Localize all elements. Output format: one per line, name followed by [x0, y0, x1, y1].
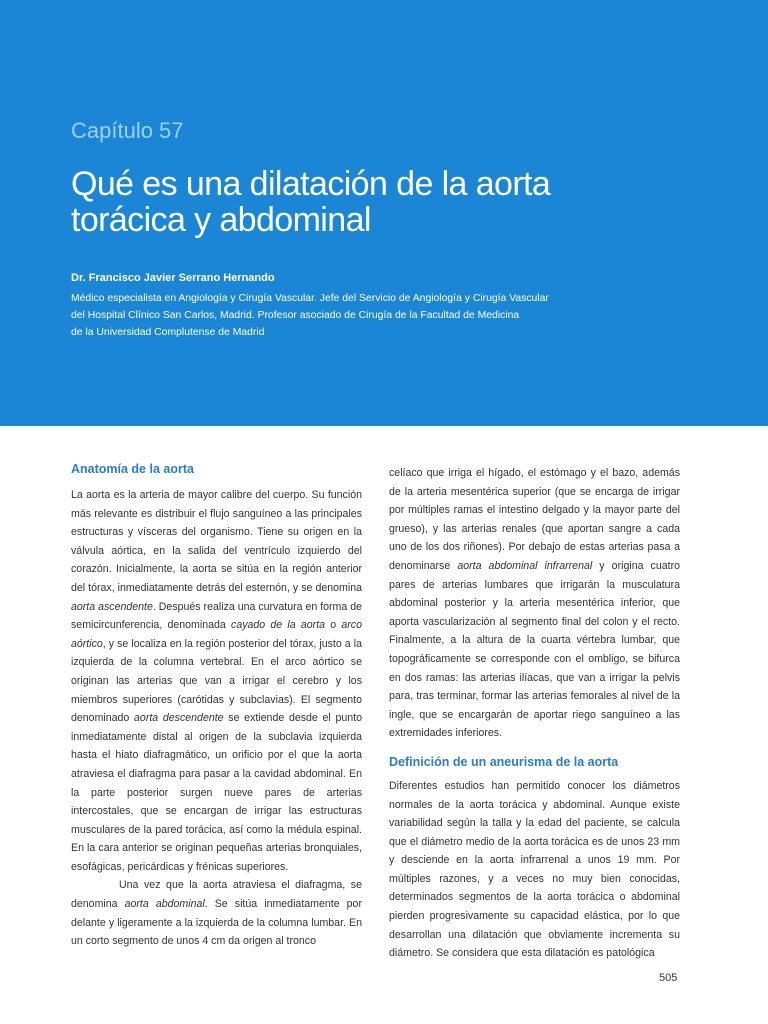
page-number: 505: [659, 972, 678, 984]
section-heading-definicion: Definición de un aneurisma de la aorta: [389, 754, 619, 769]
right-column: [389, 464, 680, 963]
affiliation-line: de la Universidad Complutense de Madrid: [71, 327, 265, 338]
affiliation-line: del Hospital Clínico San Carlos, Madrid. Profesor asociado de Cirugía de la Facultad de Medicina: [71, 310, 520, 321]
paragraph: celíaco que irriga el hígado, el estómago y el bazo, además de la arteria mesentérica superior (que se encarga de irrigar por múltiples ramas el intestino delgado y la mayor parte del grueso), y las arterias renales (que aportan sangre a cada uno de los dos riñones). Por debajo de estas arterias pasa a denominarse aorta abdominal infrarrenal y origina cuatro pares de arterias lumbares que irrigarán la musculatura abdominal posterior y la arteria mesentérica inferior, que aporta vascularización al segmento final del colon y el recto. Finalmente, a la altura de la cuarta vértebra lumbar, que topográficamente se corresponde con el ombligo, se bifurca en dos ramas: las arterias ilíacas, que van a irrigar la pelvis para, tras terminar, formar las arterias femorales al nivel de la ingle, que se encargarán de aportar riego sanguíneo a las extremidades inferiores.: [389, 467, 680, 740]
chapter-title-line-2: torácica y abdominal: [71, 201, 371, 239]
left-column: [71, 460, 362, 951]
chapter-header-banner: [0, 0, 768, 426]
author-name: Dr. Francisco Javier Serrano Hernando: [71, 272, 275, 284]
section-heading-anatomia: Anatomía de la aorta: [71, 462, 194, 476]
chapter-title: [71, 166, 550, 238]
paragraph: Una vez que la aorta atraviesa el diafragma, se denomina aorta abdominal. Se sitúa inmediatamente por delante y ligeramente a la izquierda de la columna lumbar. En un corto segmento de unos 4 cm da origen al tronco: [71, 879, 362, 948]
chapter-number: Capítulo 57: [71, 118, 184, 143]
author-affiliation: [71, 290, 591, 341]
paragraph: Diferentes estudios han permitido conocer los diámetros normales de la aorta torácica y abdominal. Aunque existe variabilidad según la talla y la edad del paciente, se calcula que el diámetro medio de la aorta torácica es de unos 23 mm y desciende en la aorta infrarrenal a unos 19 mm. Por múltiples razones, y a veces no muy bien conocidas, determinados segmentos de la aorta torácica o abdominal pierden progresivamente su capacidad elástica, por lo que desarrollan una dilatación que obviamente incrementa su diámetro. Se considera que esta dilatación es patológica: [389, 779, 680, 960]
paragraph: La aorta es la arteria de mayor calibre del cuerpo. Su función más relevante es distribuir el flujo sanguíneo a las principales estructuras y vísceras del organismo. Tiene su origen en la válvula aórtica, en la salida del ventrículo izquierdo del corazón. Inicialmente, la aorta se sitúa en la región anterior del tórax, inmediatamente detrás del esternón, y se denomina aorta ascendente. Después realiza una curvatura en forma de semicircunferencia, denominada cayado de la aorta o arco aórtico, y se localiza en la región posterior del tórax, justo a la izquierda de la columna vertebral. En el arco aórtico se originan las arterias que van a irrigar el cerebro y los miembros superiores (carótidas y subclavias). El segmento denominado aorta descendente se extiende desde el punto inmediatamente distal al origen de la subclavia izquierda hasta el hiato diafragmático, un orificio por el que la aorta atraviesa el diafragma para pasar a la cavidad abdominal. En la parte posterior surgen nueve pares de arterias intercostales, que se encargan de irrigar las estructuras musculares de la pared torácica, así como la médula espinal. En la cara anterior se originan pequeñas arterias bronquiales, esofágicas, pericárdicas y frénicas superiores.: [71, 489, 363, 873]
affiliation-line: Médico especialista en Angiología y Cirugía Vascular. Jefe del Servicio de Angiología y Cirugía Vascular: [71, 293, 549, 304]
chapter-title-line-1: Qué es una dilatación de la aorta: [71, 165, 551, 203]
